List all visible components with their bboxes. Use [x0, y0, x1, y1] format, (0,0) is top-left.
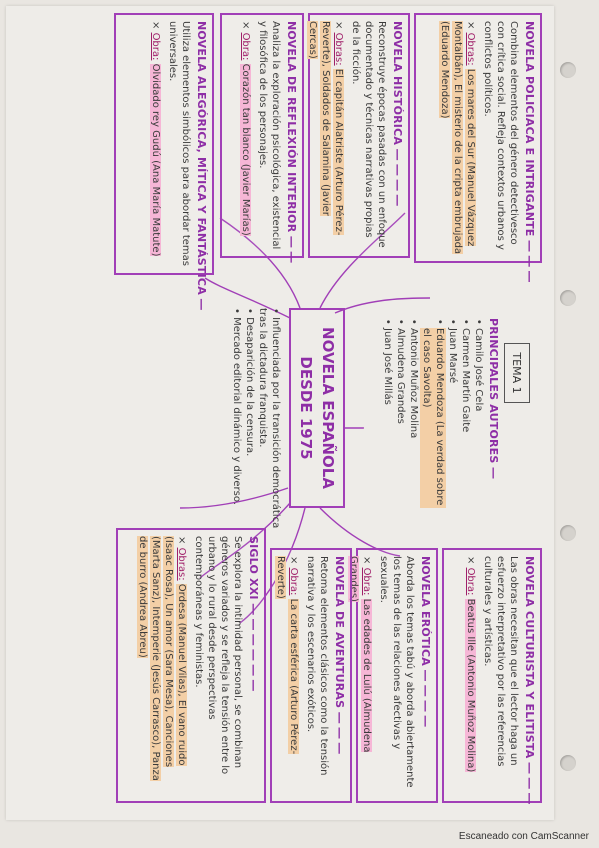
author-item: • Almudena Grandes	[394, 328, 407, 508]
authors-list	[350, 318, 500, 508]
author-item: • Carmen Martín Gaite	[459, 328, 472, 508]
box-description: Combina elementos del género detectivesco con crítica social. Refleja contextos urbanos y conflictos políticos.	[482, 21, 519, 250]
box-title: NOVELA DE AVENTURAS ― ― ―	[333, 556, 346, 754]
box-policiaca	[414, 13, 542, 283]
box-aventuras	[270, 548, 352, 803]
box-culturista	[442, 548, 542, 803]
box-works: × Obra: Corazón tan blanco (Javier Marías)	[240, 21, 251, 236]
author-item: • Antonio Muñoz Molina	[407, 328, 420, 508]
box-works: × Obras: Ordesa (Manuel Vilas), El vano ruido (Isaac Rosa), Un amor (Sara Mesa), Canciones (Marta Sanz), Intemperie (Jesús Carrasco), Panza de burro (Andrea Abreu)	[137, 536, 187, 781]
box-works: × Obras: Los mares del Sur (Manuel Vázquez Montalbán), El misterio de la cripta embrujada (Eduardo Mendoza)	[439, 21, 476, 255]
box-title: NOVELA HISTÓRICA ― ― ― ―	[391, 21, 404, 206]
box-reflexion	[220, 13, 304, 263]
authors-items	[381, 318, 485, 508]
binder-hole	[560, 62, 576, 78]
box-title: NOVELA DE REFLEXIÓN INTERIOR ― ―	[285, 21, 298, 263]
box-title: NOVELA ALEGÓRICA, MÍTICA Y FANTÁSTICA ―	[195, 21, 208, 311]
box-description: Aborda los temas tabú y aborda abiertamente los temas de las relaciones afectivas y sexuales.	[378, 556, 415, 788]
center-note: • Desaparición de la censura.	[244, 308, 255, 457]
box-description: Retoma elementos clásicos como la tensión narrativa y los escenarios exóticos.	[305, 556, 329, 776]
authors-title: PRINCIPALES AUTORES ―	[487, 318, 500, 479]
box-title: NOVELA CULTURISTA Y ELITISTA ― ― ―	[523, 556, 536, 805]
box-erotica	[348, 548, 438, 803]
author-item: • Camilo José Cela	[472, 328, 485, 508]
box-title: NOVELA ERÓTICA ― ― ― ―	[419, 556, 432, 727]
box-works: × Obra: La carta esférica (Arturo Pérez-Reverte)	[275, 556, 299, 755]
mind-map	[20, 8, 550, 808]
box-description: Reconstruye épocas pasadas con un enfoque documentado y técnicas narrativas propias de la ficción.	[350, 21, 387, 248]
binder-hole	[560, 290, 576, 306]
center-topic	[289, 308, 345, 508]
author-item: • Juan José Millás	[381, 328, 394, 508]
tema-label: TEMA 1	[504, 343, 530, 403]
binder-holes	[556, 0, 596, 848]
binder-hole	[560, 525, 576, 541]
box-works: × Obras: El capitán Alatriste (Arturo Pérez-Reverte), Soldados de Salamina (Javier Cercas)	[307, 21, 344, 236]
box-historica	[308, 13, 410, 258]
center-title-line1: NOVELA ESPAÑOLA	[319, 327, 337, 489]
author-item: • Eduardo Mendoza (La verdad sobre el caso Savolta)	[420, 328, 446, 508]
box-works: × Obra: Olvidado rey Gudú (Ana María Matute)	[150, 21, 161, 257]
center-note: • Influenciada por la transición democrática tras la dictadura franquista.	[257, 308, 281, 529]
box-description: Analiza la exploración psicológica, existencial y filosófica de los personajes.	[257, 21, 281, 250]
box-siglo-xxi	[116, 528, 266, 803]
box-works: × Obra: Las edades de Lulú (Almudena Grandes)	[348, 556, 372, 753]
scanner-watermark: Escaneado con CamScanner	[458, 831, 589, 842]
box-description: Utiliza elementos simbólicos para abordar temas universales.	[167, 21, 191, 266]
box-works: × Obra: Beatus Ille (Antonio Muñoz Molina)	[465, 556, 476, 773]
box-description: Las obras necesitan que el lector haga un esfuerzo interpretativo por las referencias culturales y artísticas.	[482, 556, 519, 767]
author-item: • Juan Marsé	[446, 328, 459, 508]
box-title: SIGLO XXI ― ― ― ― ― ―	[247, 536, 260, 692]
box-title: NOVELA POLICIACA E INTRIGANTE ― ― ―	[523, 21, 536, 283]
center-notes	[230, 308, 282, 538]
center-title-line2: DESDE 1975	[297, 356, 315, 460]
center-note: • Mercado editorial dinámico y diverso.	[231, 308, 242, 505]
box-alegorica	[114, 13, 214, 311]
binder-hole	[560, 755, 576, 771]
box-description: Se explora la intimidad personal, se combinan géneros variados y se refleja la tensión entre lo urbano y lo rural desde perspectivas contemporáneas y feministas.	[193, 536, 243, 775]
